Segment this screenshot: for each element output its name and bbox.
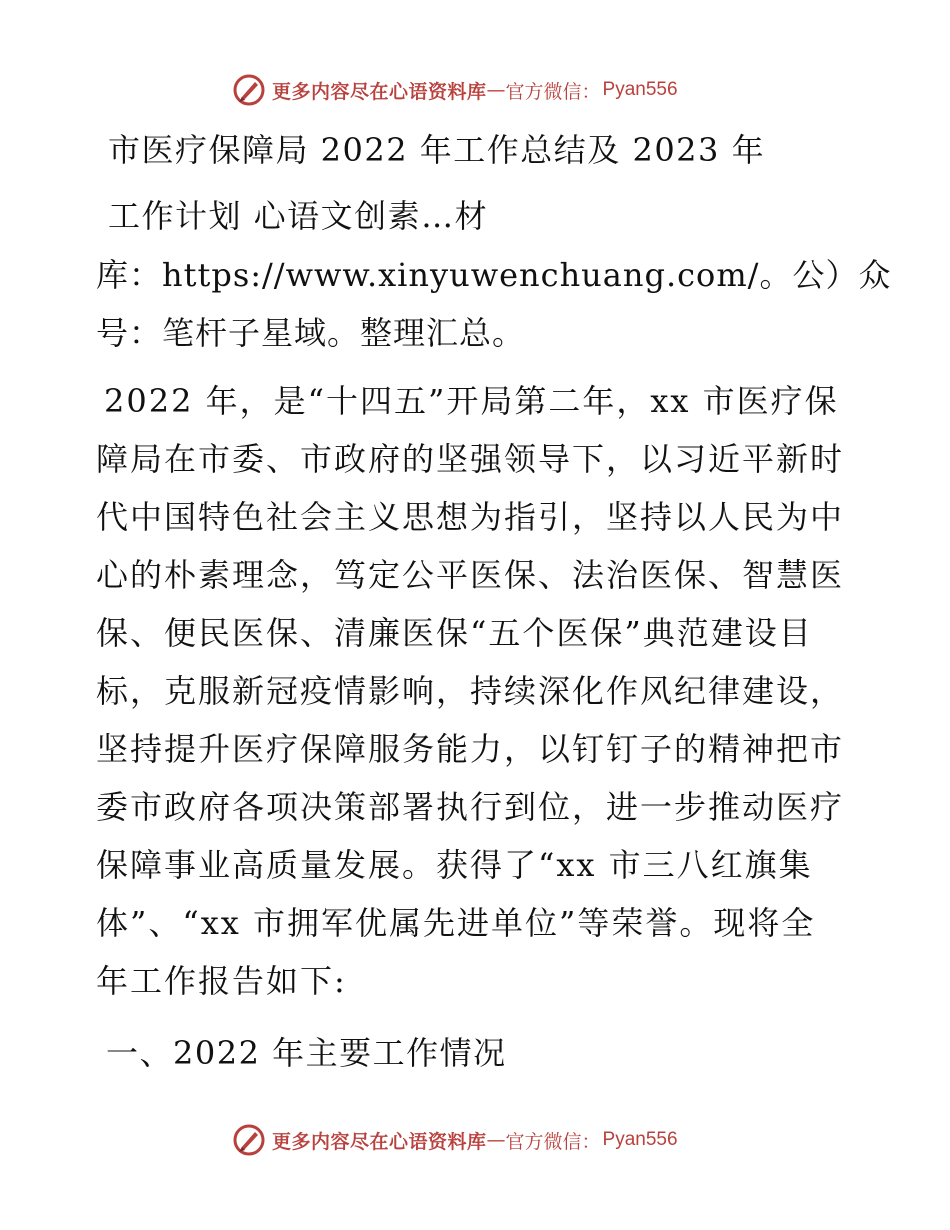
paragraph-line: 坚持提升医疗保障服务能力，以钉钉子的精神把市 [96, 730, 845, 768]
banner-wechat-id: Pyan556 [602, 79, 678, 100]
paragraph-line: 标，克服新冠疫情影响，持续深化作风纪律建设， [96, 672, 845, 710]
paragraph-line: 心的朴素理念，笃定公平医保、法治医保、智慧医 [96, 556, 845, 594]
banner-separator: — [486, 79, 506, 101]
document-title-line-1: 市医疗保障局 2022 年工作总结及 2023 年 [108, 131, 766, 169]
paragraph-line: 年工作报告如下: [96, 962, 347, 1000]
paragraph-line: 保、便民医保、清廉医保“五个医保”典范建设目 [96, 614, 813, 652]
paragraph-line: 委市政府各项决策部署执行到位，进一步推动医疗 [96, 788, 845, 826]
banner-text: 更多内容尽在心语资料库 [272, 1130, 487, 1153]
banner-wechat-label: 官方微信： [505, 1130, 601, 1153]
source-line-1: 库：https://www.xinyuwenchuang.com/。公）众 [96, 256, 892, 294]
pen-logo-icon [232, 73, 266, 107]
section-heading: 一、2022 年主要工作情况 [106, 1034, 507, 1072]
pen-logo-icon [232, 1123, 266, 1157]
paragraph-line: 体”、“xx 市拥军优属先进单位”等荣誉。现将全 [96, 904, 816, 942]
paragraph-line: 2022 年，是“十四五”开局第二年，xx 市医疗保 [104, 382, 839, 420]
intro-paragraph [96, 372, 876, 1010]
paragraph-line: 保障事业高质量发展。获得了“xx 市三八红旗集 [96, 846, 813, 884]
paragraph-line: 代中国特色社会主义思想为指引，坚持以人民为中 [96, 498, 845, 536]
banner-wechat-label: 官方微信： [505, 80, 601, 103]
header-watermark-banner [232, 70, 678, 110]
banner-text: 更多内容尽在心语资料库 [272, 80, 487, 103]
banner-separator: — [486, 1129, 506, 1151]
document-title-line-2: 工作计划 心语文创素…材 [108, 197, 489, 235]
source-line-2: 号：笔杆子星域。整理汇总。 [96, 314, 526, 352]
footer-watermark-banner [232, 1120, 678, 1160]
banner-wechat-id: Pyan556 [602, 1129, 678, 1150]
document-body [96, 120, 892, 1082]
paragraph-line: 障局在市委、市政府的坚强领导下，以习近平新时 [96, 440, 845, 478]
